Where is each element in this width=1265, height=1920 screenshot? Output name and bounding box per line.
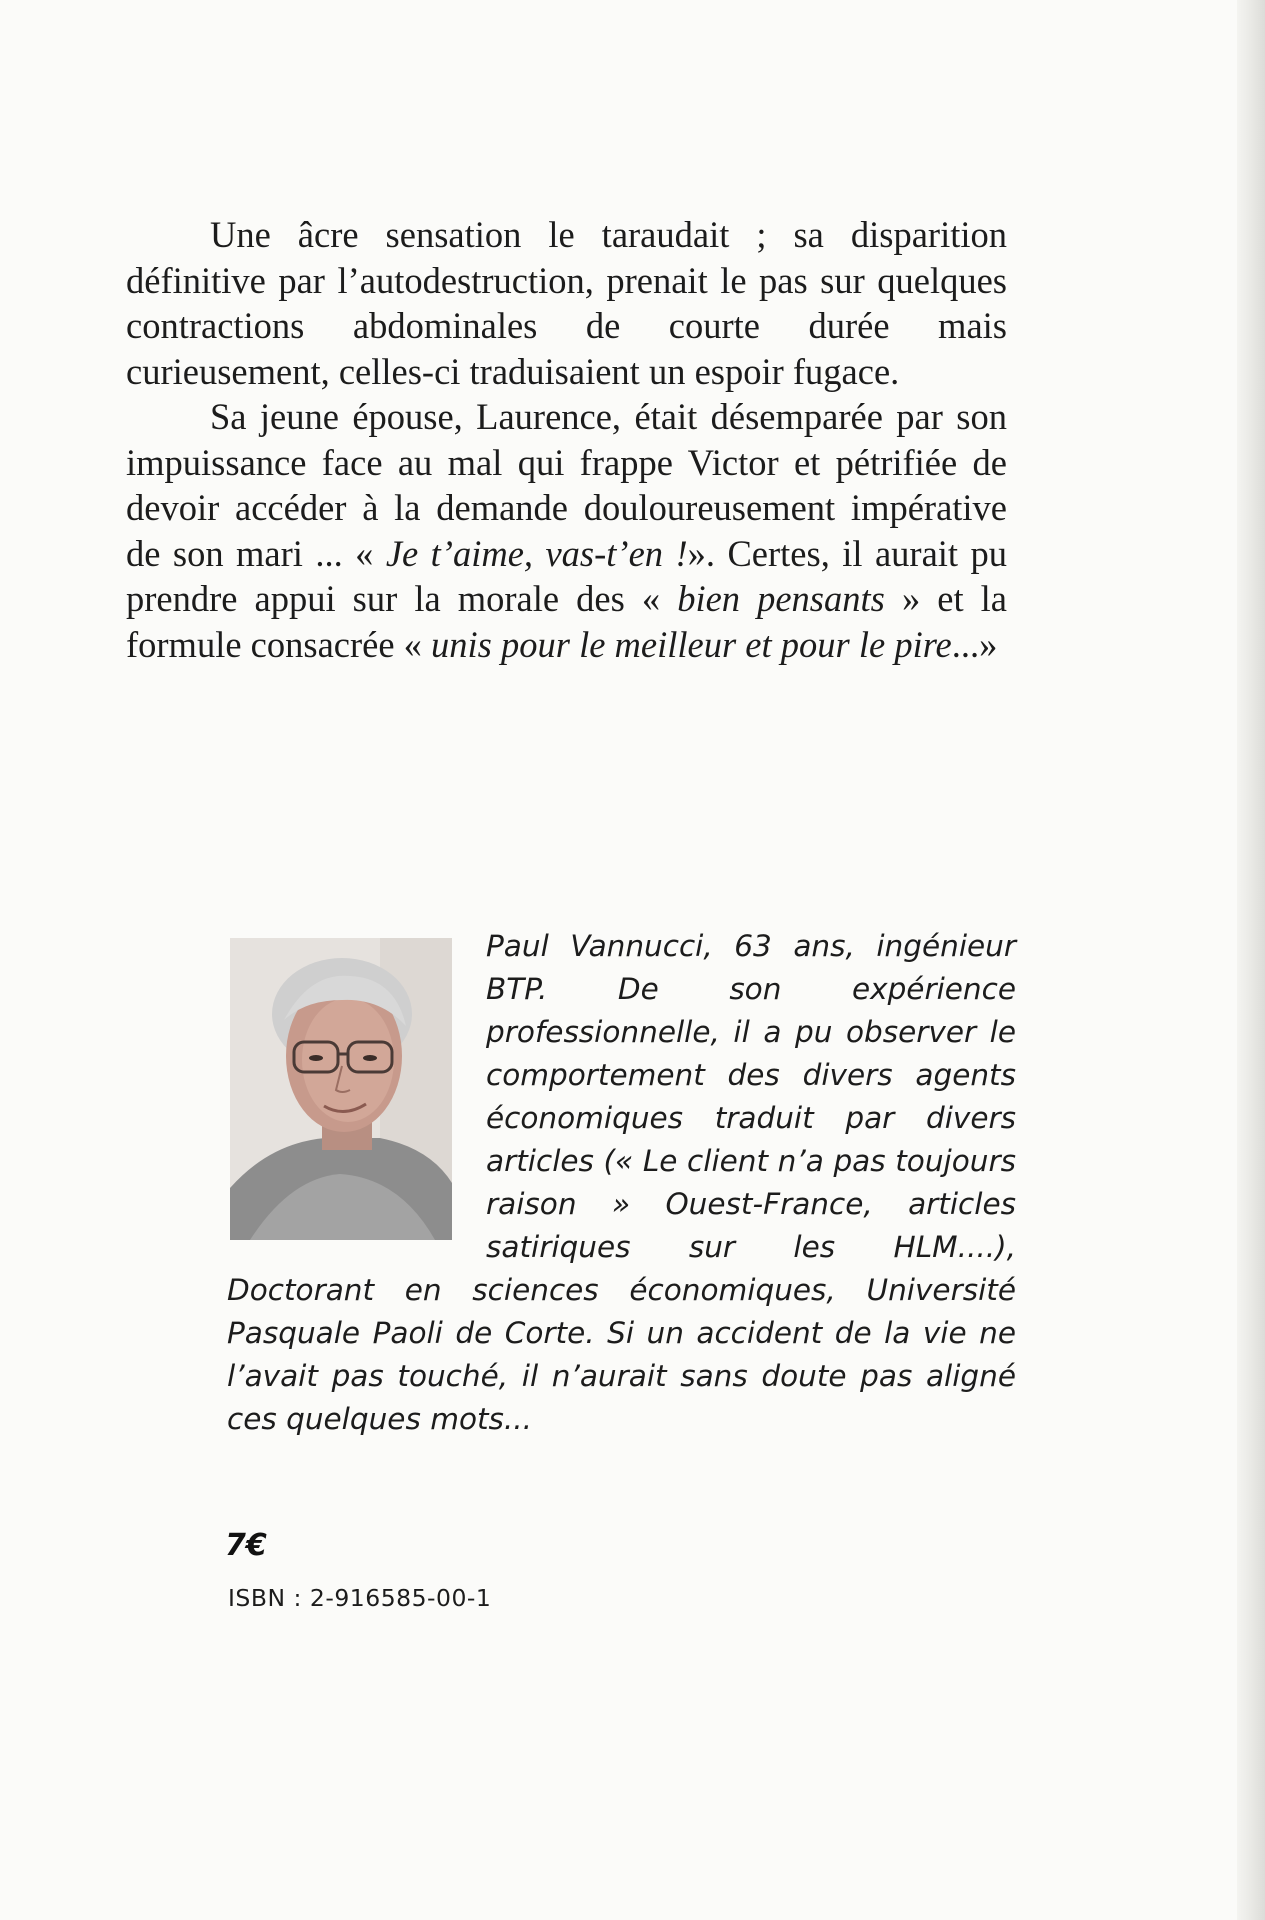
page-edge-shadow [1237, 0, 1265, 1920]
isbn-label: ISBN : 2-916585-00-1 [228, 1584, 492, 1612]
back-cover-blurb [126, 212, 1007, 667]
blurb-quote: bien pensants [677, 578, 885, 619]
author-bio [227, 925, 1016, 1441]
author-bio-text: Paul Vannucci, 63 ans, ingénieur BTP. De son expérience professionnelle, il a pu observer le comportement des divers agents économiques traduit par divers articles (« Le client n’a pas toujours raison » Ouest-France, articles satiriques sur les HLM....), Doctorant en sciences économiques, Université Pasquale Paoli de Corte. Si un accident de la vie ne l’avait pas touché, il n’aurait sans doute pas aligné ces quelques mots... [227, 929, 1016, 1436]
blurb-paragraph-1: Une âcre sensation le taraudait ; sa disparition définitive par l’autodestruction, prenait le pas sur quelques contractions abdominales de courte durée mais curieusement, celles-ci traduisaient un espoir fugace. [126, 214, 1007, 392]
photo-wrap-spacer [227, 925, 486, 1253]
price-label: 7€ [225, 1528, 267, 1563]
blurb-quote: Je t’aime, vas-t’en ! [385, 532, 688, 574]
blurb-text: Sa jeune épouse, Laurence, était désemparée par son impuissance face au mal qui frappe Victor et pétrifiée de devoir accéder à la demande douloureusement impérative de son mari ... « [126, 396, 1007, 574]
blurb-text: » et la formule consacrée « [126, 578, 1008, 665]
blurb-paragraph-2 [126, 394, 1007, 667]
blurb-text: ». Certes, il aurait pu prendre appui sur la morale des « [126, 532, 1007, 619]
blurb-text: ...» [951, 623, 998, 665]
blurb-quote: unis pour le meilleur et pour le pire [431, 623, 952, 665]
